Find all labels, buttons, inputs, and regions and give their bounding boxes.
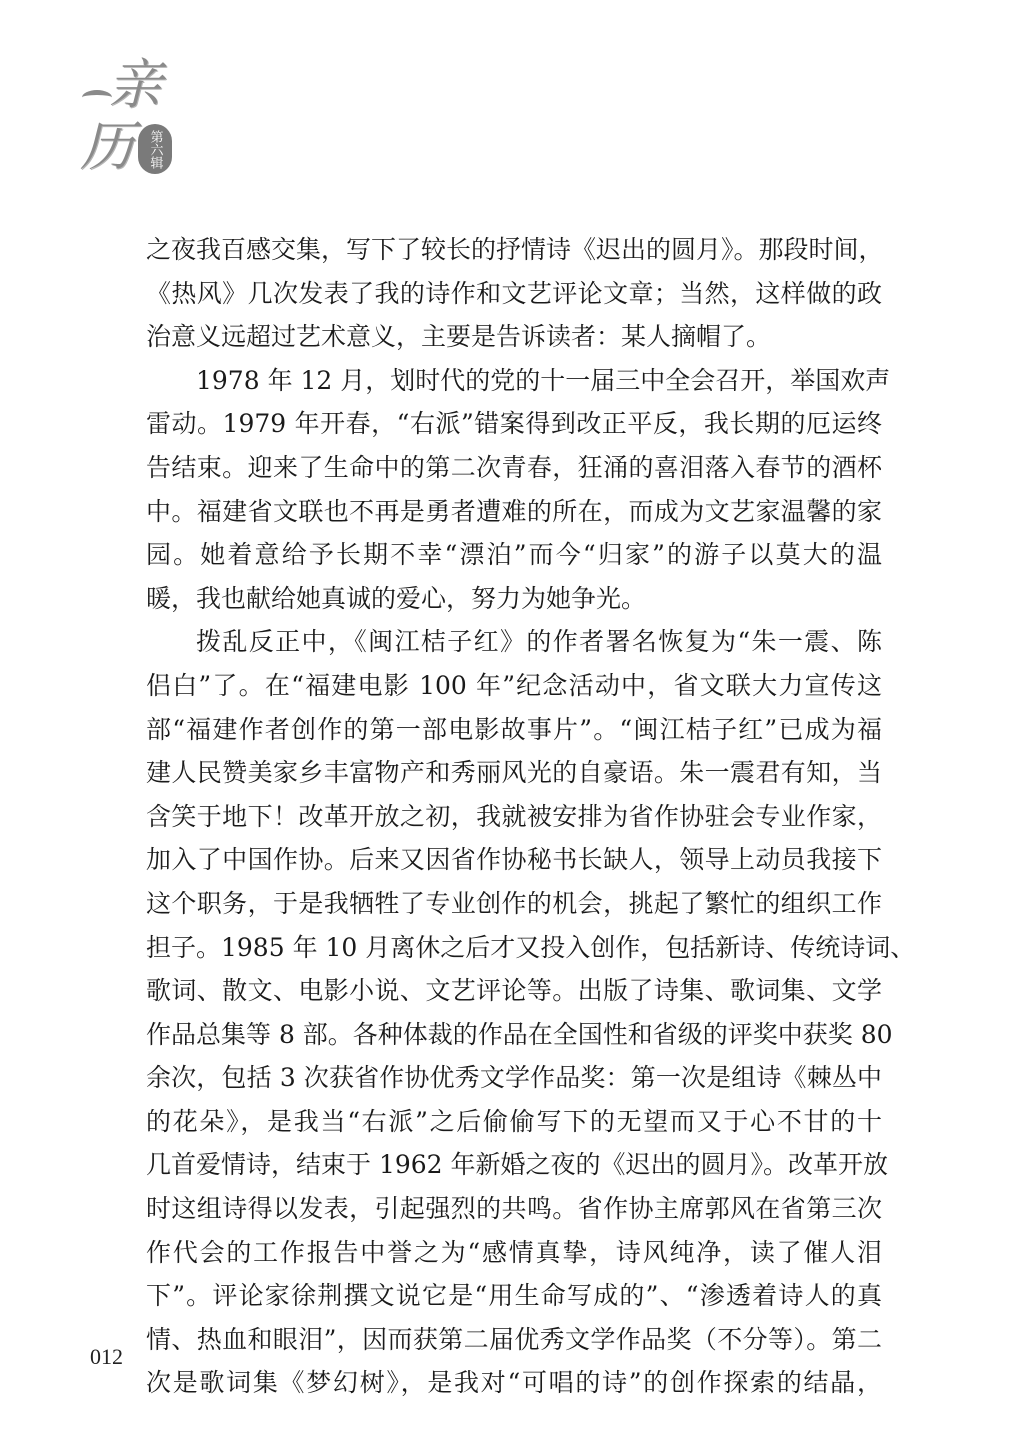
text-line: 情、热血和眼泪”，因而获第二届优秀文学作品奖（不分等）。第二 (146, 1324, 882, 1354)
text-line: 拨乱反正中，《闽江桔子红》的作者署名恢复为“朱一震、陈 (196, 627, 882, 657)
logo-char-1: 亲 (108, 53, 162, 116)
text-line: 余次，包括 3 次获省作协优秀文学作品奖：第一次是组诗《棘丛中 (146, 1063, 882, 1093)
text-line: 部“福建作者创作的第一部电影故事片”。“闽江桔子红”已成为福 (146, 714, 882, 744)
text-line: 加入了中国作协。后来又因省作协秘书长缺人，领导上动员我接下 (146, 845, 882, 875)
text-line: 歌词、散文、电影小说、文艺评论等。出版了诗集、歌词集、文学 (146, 976, 882, 1006)
page-number: 012 (90, 1344, 123, 1369)
text-line: 含笑于地下！改革开放之初，我就被安排为省作协驻会专业作家， (146, 801, 882, 831)
text-line: 侣白”了。在“福建电影 100 年”纪念活动中，省文联大力宣传这 (146, 670, 882, 700)
text-line: 这个职务，于是我牺牲了专业创作的机会，挑起了繁忙的组织工作 (146, 888, 882, 918)
text-line: 担子。1985 年 10 月离休之后才又投入创作，包括新诗、传统诗词、 (146, 932, 916, 962)
body-text (146, 228, 916, 1405)
book-series-logo (78, 53, 174, 186)
text-line: 园。她着意给予长期不幸“漂泊”而今“归家”的游子以莫大的温 (146, 540, 882, 570)
text-line: 暖，我也献给她真诚的爱心，努力为她争光。 (146, 583, 647, 613)
text-line: 作品总集等 8 部。各种体裁的作品在全国性和省级的评奖中获奖 80 (146, 1019, 893, 1049)
logo-char-2: 历 (80, 115, 134, 178)
text-line: 时这组诗得以发表，引起强烈的共鸣。省作协主席郭风在省第三次 (146, 1194, 882, 1224)
text-line: 作代会的工作报告中誉之为“感情真挚，诗风纯净，读了催人泪 (146, 1237, 882, 1267)
text-line: 次是歌词集《梦幻树》，是我对“可唱的诗”的创作探索的结晶， (146, 1368, 882, 1398)
text-line: 《热风》几次发表了我的诗作和文艺评论文章；当然，这样做的政 (146, 278, 882, 308)
text-line: 的花朵》，是我当“右派”之后偷偷写下的无望而又于心不甘的十 (146, 1106, 882, 1136)
text-line: 几首爱情诗，结束于 1962 年新婚之夜的《迟出的圆月》。改革开放 (146, 1150, 889, 1180)
logo-seal: 第六辑 (138, 124, 172, 174)
text-line: 1978 年 12 月，划时代的党的十一届三中全会召开，举国欢声 (196, 365, 891, 395)
text-line: 告结束。迎来了生命中的第二次青春，狂涌的喜泪落入春节的酒杯 (146, 452, 882, 482)
text-line: 下”。评论家徐荆撰文说它是“用生命写成的”、“渗透着诗人的真 (146, 1281, 882, 1311)
text-line: 建人民赞美家乡丰富物产和秀丽风光的自豪语。朱一震君有知，当 (146, 758, 882, 788)
text-line: 中。福建省文联也不再是勇者遭难的所在，而成为文艺家温馨的家 (146, 496, 882, 526)
text-line: 之夜我百感交集，写下了较长的抒情诗《迟出的圆月》。那段时间， (146, 235, 884, 264)
text-line: 治意义远超过艺术意义，主要是告诉读者：某人摘帽了。 (146, 322, 772, 352)
text-line: 雷动。1979 年开春，“右派”错案得到改正平反，我长期的厄运终 (146, 409, 882, 439)
